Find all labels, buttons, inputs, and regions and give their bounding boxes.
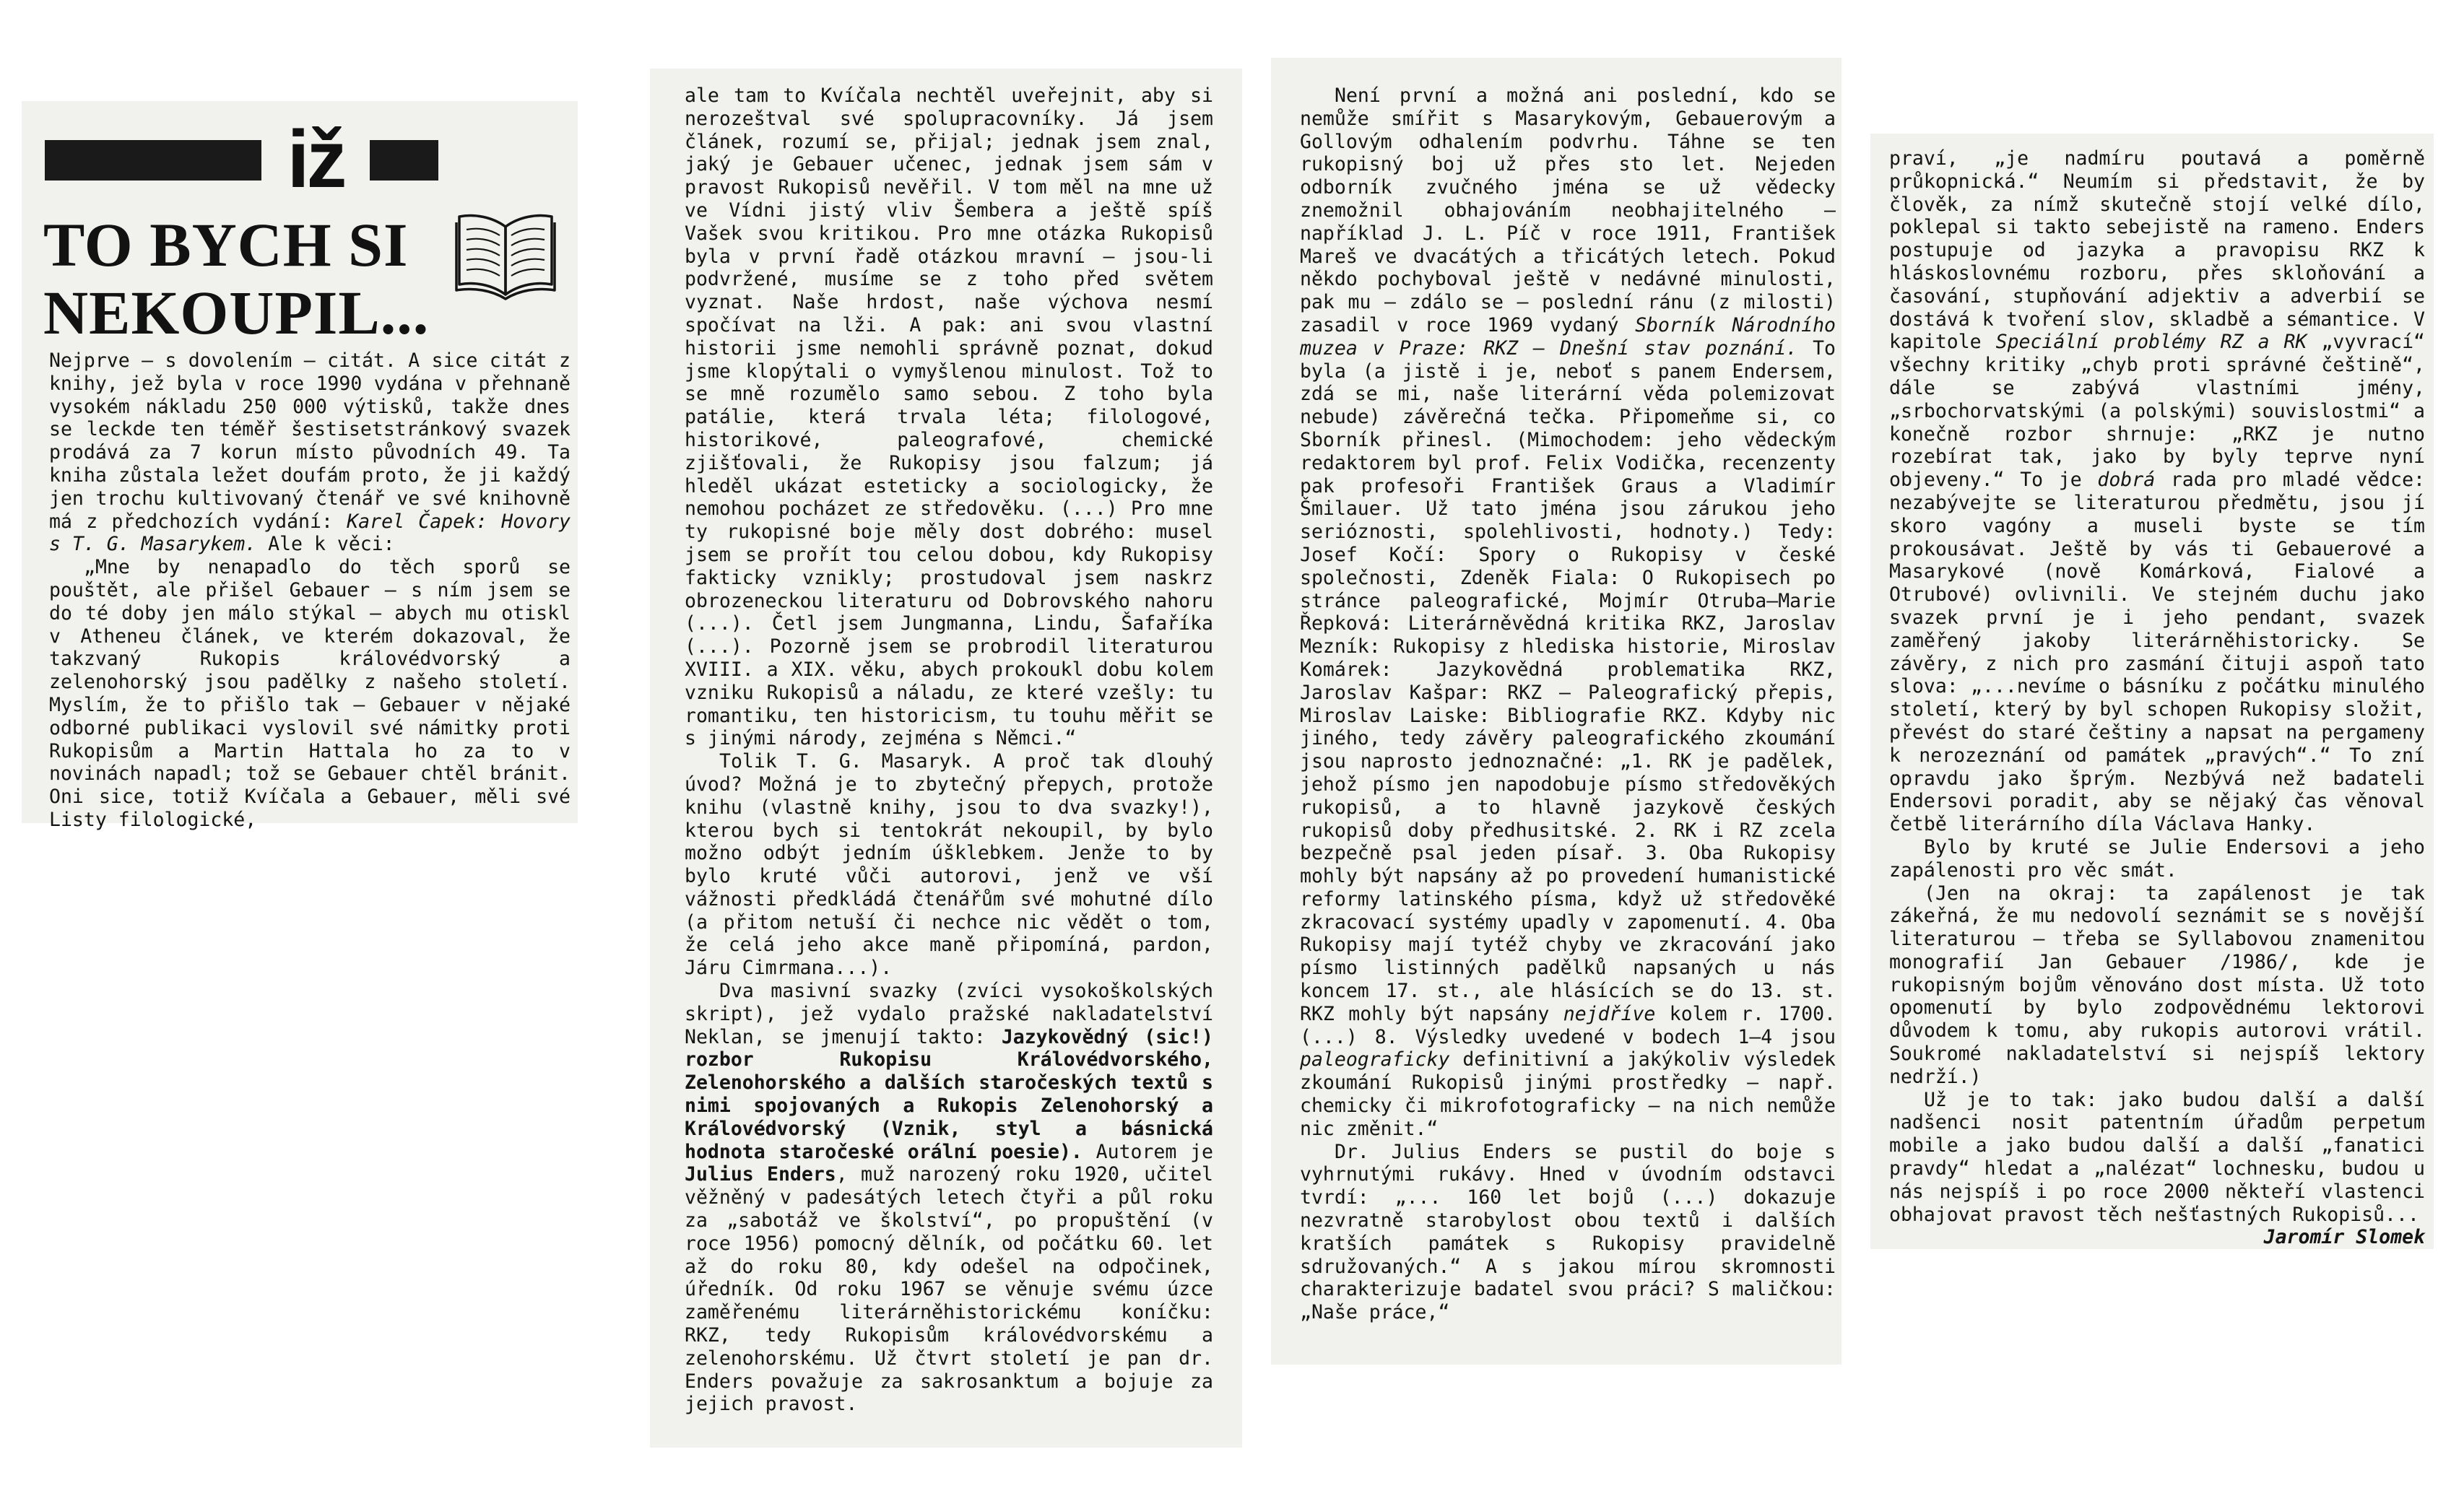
paragraph-quote: „Mne by nenapadlo do těch sporů se pouštět, ale přišel Gebauer – s ním jsem se do té doby jen málo stýkal – abych mu otiskl v Atheneu článek, ve kterém dokazoval, že takzvaný Rukopis královédvorský a zelenohorský jsou padělky z našeho století. Myslím, že to přišlo tak – Gebauer v nějaké odborné publikaci vyslovil své námitky proti Rukopisům a Martin Hattala ho za to v novinách napadl; tož se Gebauer chtěl bránit. Oni sice, totiž Kvíčala a Gebauer, měli své Listy filologické, — [49, 556, 571, 831]
paragraph-intro — [49, 349, 571, 556]
author-signature: Jaromír Slomek — [2263, 1226, 2425, 1249]
article-column-1 — [49, 349, 571, 832]
paragraph-svazky — [685, 980, 1213, 1416]
paragraph-zaver: Už je to tak: jako budou další a další nadšenci nosit patentním úřadům perpetum mobile a jako budou další a další „fanatici pravdy“ hledat a „nalézat“ lochnesku, budou u nás nejspíš i po roce 2000 někteří vlastenci obhajovat pravost těch nešťastných Rukopisů... — [1889, 1088, 2425, 1226]
intro-text: Nejprve – s dovolením – citát. A sice citát z knihy, jež byla v roce 1990 vydána v přehnaně vysokém nákladu 250 000 výtisků, takže dnes se leckde ten téměř šestisetstránkový svazek prodává za 7 korun místo původních 49. Ta kniha zůstala ležet doufám proto, že ji každý jen trochu kultivovaný čtenář ve své knihovně má z předchozích vydání: — [49, 349, 571, 533]
pravi-end: rada pro mladé vědce: nezabývejte se literaturou předmětu, jsou jí skoro vagóny a museli byste se tím prokousávat. Ještě by vás ti Gebauerové a Masarykové (nově Komárková, Fialové a Otrubové) ovlivnili. Ve stejném duchu jako svazek první je i jeho pendant, svazek zaměřený jakoby literárněhistoricky. Se závěry, z nich pro zasmání čituji aspoň tato slova: „...nevíme o básníku z počátku minulého století, který by byl schopen Rukopisy složit, převést do staré češtiny a napsat na pergameny k nerozeznání od památek „pravých“.“ To zní opravdu jako šprým. Nezbývá než badateli Endersovi poradit, aby se nějaký čas věnoval četbě literárního díla Václava Hanky. — [1889, 469, 2426, 836]
chapter-title: Speciální problémy RZ a RK — [1995, 331, 2307, 354]
emphasis-dobra: dobrá — [2097, 469, 2156, 492]
intro-end: Ale k věci: — [256, 533, 395, 556]
paragraph-krute: Bylo by kruté se Julie Endersovi a jeho zapálenosti pro věc smát. — [1889, 835, 2425, 882]
open-book-icon — [452, 206, 559, 302]
rubric-logo — [45, 114, 438, 204]
title-line-2: NEKOUPIL... — [43, 278, 430, 347]
article-column-2 — [685, 84, 1213, 1416]
svazky-mid: Autorem je — [1082, 1140, 1214, 1163]
logo-bar-right — [370, 140, 438, 181]
logo-mark: iž — [287, 114, 344, 204]
pravi-text: praví, „je nadmíru poutavá a poměrně průkopnická.“ Neumím si představit, že by člověk, za nímž skutečně stojí velké dílo, poklepal si takto sebejistě na rameno. Enders postupuje od jazyka a pravopisu RKZ k hláskoslovnému rozboru, přes skloňování a časování, stupňování adjektiv a adverbií se dostává k tvoření slov, skladbě a sémantice. V kapitole — [1889, 147, 2425, 354]
emphasis-nejdrive: nejdříve — [1563, 1002, 1656, 1025]
article-title — [43, 211, 448, 347]
paragraph-quote-cont: ale tam to Kvíčala nechtěl uveřejnit, aby si nerozeštval své spolupracovníky. Já jsem článek, rozumí se, přijal; jednak jsem znal, jaký je Gebauer učenec, jednak jsem sám v pravost Rukopisů nevěřil. V tom měl na mne už ve Vídni jistý vliv Šembera a ještě spíš Vašek svou kritikou. Pro mne otázka Rukopisů byla v první řadě otázkou mravní – jsou-li podvržené, musíme se z toho před světem vyznat. Naše hrdost, naše výchova nesmí spočívat na lži. A pak: ani svou vlastní historii jsme nemohli správně poznat, dokud jsme klopýtali o vymyšlenou minulost. Tož to se mně rozumělo samo sebou. Z toho byla patálie, která trvala léta; filologové, historikové, paleografové, chemické zjišťovali, že Rukopisy jsou falzum; já hleděl ukázat esteticky a sociologicky, že nemohou pocházet ze středověku. (...) Pro mne ty rukopisné boje měly dost dobrého: musel jsem se prořít tou celou dobou, kdy Rukopisy fakticky vznikly; prostudoval jsem naskrz obrozeneckou literaturu od Dobrovského nahoru (...). Četl jsem Jungmanna, Lindu, Šafaříka (...). Pozorně jsem se probrodil literaturou XVIII. a XIX. věku, abych prokoukl dobu kolem vzniku Rukopisů a náladu, ze které vzešly: tu romantiku, ten historicism, tu touhu měřit se s jinými národy, zejména s Němci.“ — [685, 84, 1213, 750]
emphasis-paleograficky: paleograficky — [1300, 1048, 1450, 1071]
neni-mid: kolem r. 1700. (...) 8. Výsledky uvedené v bodech 1–4 jsou — [1300, 1002, 1836, 1048]
neni-text: Není první a možná ani poslední, kdo se nemůže smířit s Masarykovým, Gebauerovým a Gollovým odhalením podvrhu. Táhne se ten rukopisný boj už přes sto let. Nejeden odborník zvučného jména se už vědecky znemožnil obhajováním neobhajitelného – například J. L. Píč v roce 1911, František Mareš ve dvacátých a třicátých letech. Pokud někdo pochyboval ještě v nedávné minulosti, pak mu – zdálo se – poslední ránu (z milosti) zasadil v roce 1969 vydaný — [1300, 84, 1836, 336]
logo-bar-left — [45, 140, 261, 181]
book-title-sbornik: Sborník Národního muzea v Praze: RKZ – Dnešní stav poznání. — [1300, 313, 1836, 360]
neni-tail: definitivní a jakýkoliv výsledek zkoumání Rukopisů jinými prostředky – např. chemicky či mikrofotograficky – na nich nemůže nic změnit.“ — [1300, 1048, 1836, 1140]
author-name: Julius Enders — [685, 1163, 836, 1186]
paragraph-neni-prvni — [1300, 84, 1836, 1141]
svazky-text: Dva masivní svazky (zvíci vysokoškolských skript), jež vydalo pražské nakladatelství Neklan, se jmenují takto: — [685, 980, 1213, 1048]
svazky-end: , muž narozený roku 1920, učitel věžněný v padesátých letech čtyři a půl roku za „sabotáž ve školství“, po propuštění (v roce 1956) pomocný dělník, od počátku 60. let až do roku 80, kdy odešel na odpočinek, úředník. Od roku 1967 se věnuje svému úzce zaměřenému literárněhistorickému koníčku: RKZ, tedy Rukopisům královédvorskému a zelenohorskému. Už čtvrt století je pan dr. Enders považuje za sakrosanktum a bojuje za jejich pravost. — [685, 1163, 1213, 1416]
pravi-mid: „vyvrací“ všechny kritiky „chyb proti správné češtině“, dále se zabývá vlastními jmény, „srbochorvatskými (a polskými) souvislostmi“ a konečně rozbor shrnuje: „RKZ je nutno rozebírat tak, jako by byly teprve nyní objeveny.“ To je — [1889, 331, 2426, 492]
paragraph-tolik: Tolik T. G. Masaryk. A proč tak dlouhý úvod? Možná je to zbytečný přepych, protože knihu (vlastně knihy, jsou to dva svazky!), kterou bych si tentokrát nekoupil, by bylo možno odbýt jedním úšklebkem. Jenže to by bylo kruté vůči autorovi, jenž ve vší vážnosti předkládá čtenářům své mohutné dílo (a přitom netuší či nechce nic vědět o tom, že celá jeho akce maně připomíná, pardon, Járu Cimrmana...). — [685, 750, 1213, 980]
paragraph-enders: Dr. Julius Enders se pustil do boje s vyhrnutými rukávy. Hned v úvodním odstavci tvrdí: „... 160 let bojů (...) dokazuje nezvratně starobylost obou textů i dalších kratších památek s Rukopisy pravidelně sdružovaných.“ A s jakou mírou skromnosti charakterizuje badatel svou práci? S maličkou: „Naše práce,“ — [1300, 1140, 1836, 1324]
article-column-3 — [1300, 84, 1836, 1324]
title-line-1: TO BYCH SI — [43, 210, 409, 279]
paragraph-pravi — [1889, 147, 2425, 836]
article-column-4 — [1889, 147, 2425, 1249]
paragraph-okraj: (Jen na okraj: ta zapálenost je tak zákeřná, že mu nedovolí seznámit se s novější literaturou – třeba se Syllabovou znamenitou monografií Jan Gebauer /1986/, kde je rukopisným bojům věnováno dost místa. Už toto opomenutí by bylo zodpovědnému lektorovi důvodem k tomu, aby rukopis autorovi vrátil. Soukromé nakladatelství si nejspíš lektory nedrží.) — [1889, 882, 2425, 1088]
neni-end: To byla (a jistě i je, neboť s panem Endersem, zdá se mi, naše literární věda polemizovat nebude) závěrečná tečka. Připomeňme si, co Sborník přinesl. (Mimochodem: jeho vědeckým redaktorem byl prof. Felix Vodička, recenzenty pak profesoři František Graus a Vladimír Šmilauer. Už tato jména jsou zárukou jeho serióznosti, spolehlivosti, hodnoty.) Tedy: Josef Kočí: Spory o Rukopisy v české společnosti, Zdeněk Fiala: O Rukopisech po stránce paleografické, Mojmír Otruba–Marie Řepková: Literárněvědná kritika RKZ, Jaroslav Mezník: Rukopisy z hlediska historie, Miroslav Komárek: Jazykovědná problematika RKZ, Jaroslav Kašpar: RKZ – Paleografický přepis, Miroslav Laiske: Bibliografie RKZ. Kdyby nic jiného, tedy závěry paleografického zkoumání jsou naprosto jednoznačné: „1. RK je padělek, jehož písmo jen napodobuje písmo středověkých rukopisů, a to hlavně jazykově českých rukopisů doby předhusitské. 2. RK i RZ zcela bezpečně psal jeden písař. 3. Oba Rukopisy mohly být napsány až po provedení humanistické reformy latinského písma, když už středověké zkracovací systémy upadly v zapomenutí. 4. Oba Rukopisy mají tytéž chyby ve zkracování jako písmo listinných padělků napsaných u nás koncem 17. st., ale hlásících se do 13. st. RKZ mohly být napsány — [1300, 336, 1836, 1025]
book-title-hovory: Karel Čapek: Hovory s T. G. Masarykem. — [49, 510, 571, 556]
book-title-rozbor: Jazykovědný (sic!) rozbor Rukopisu Královédvorského, Zelenohorského a dalších staročeských textů s nimi spojovaných a Rukopis Zelenohorský a Královédvorský (Vznik, styl a básnická hodnota staročeské orální poesie). — [685, 1025, 1213, 1163]
